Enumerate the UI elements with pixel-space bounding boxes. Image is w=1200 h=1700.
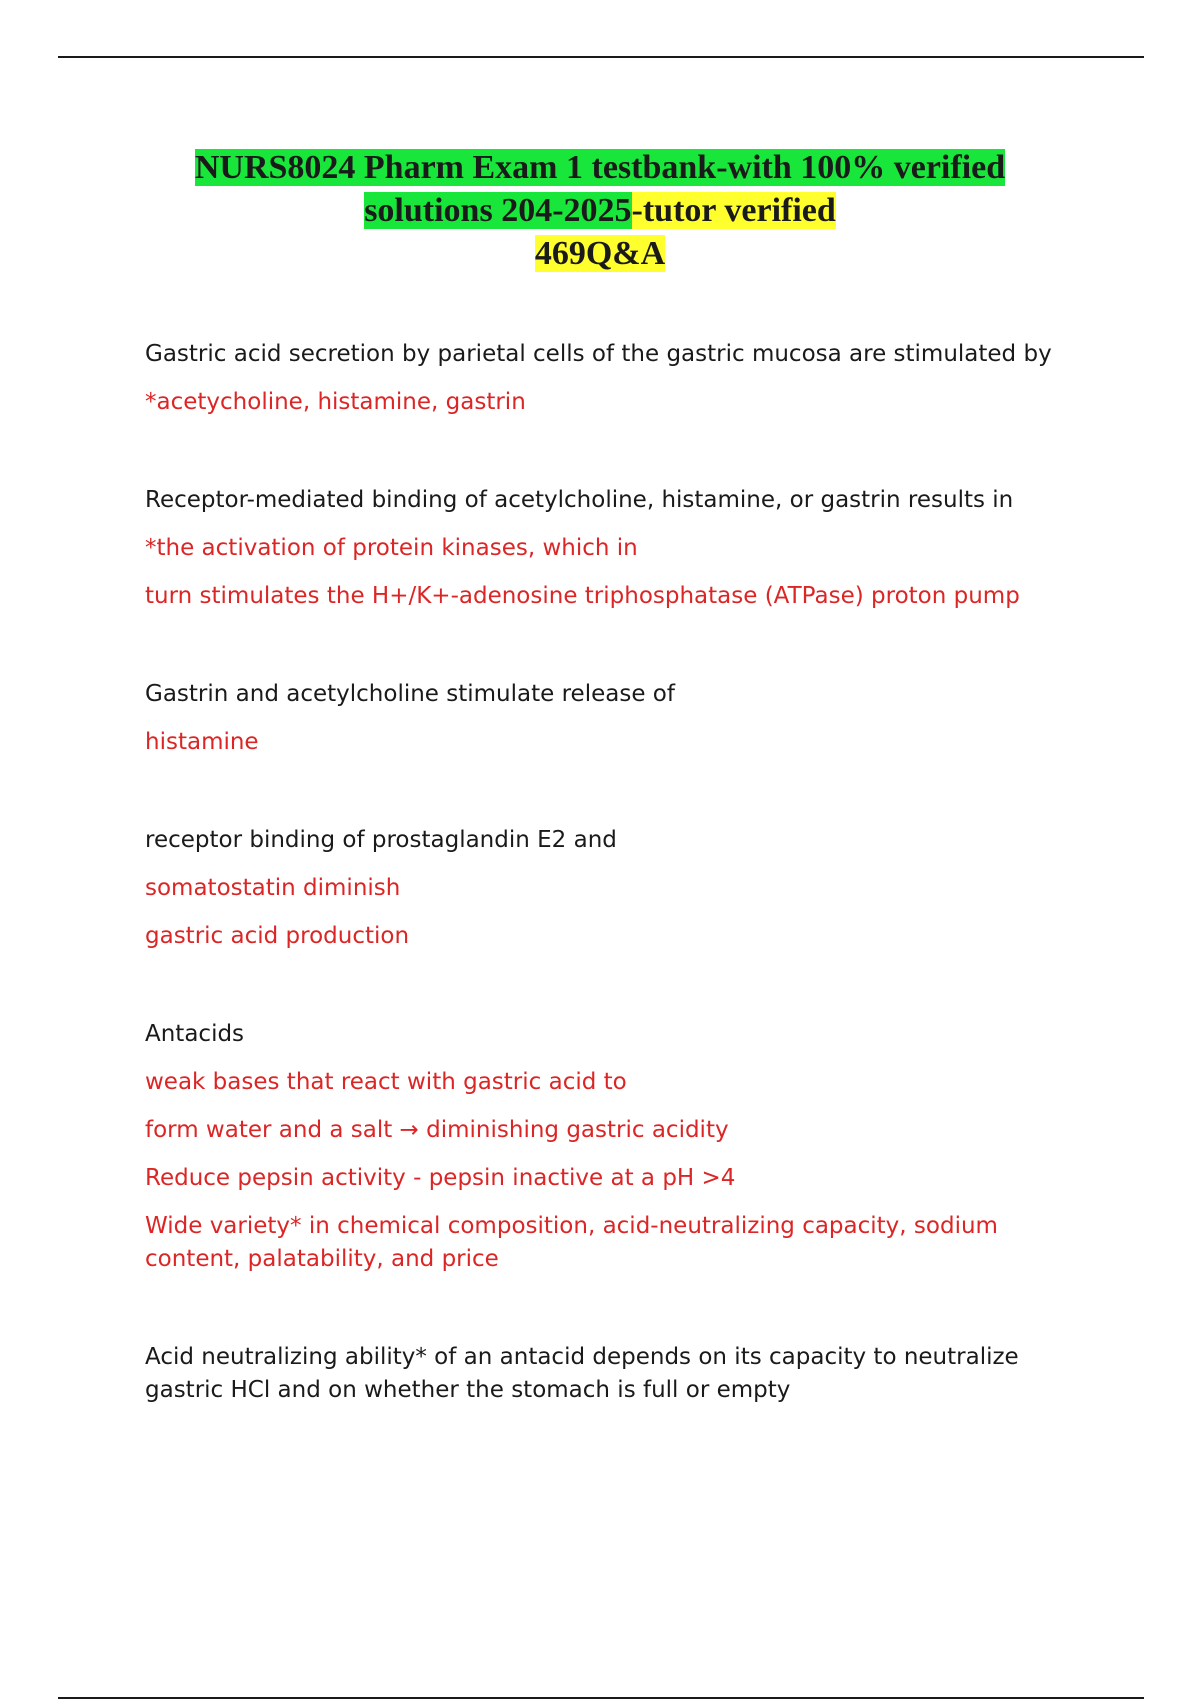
answer-text: weak bases that react with gastric acid to (145, 1069, 627, 1095)
question-text: Gastrin and acetylcholine stimulate release of (145, 681, 675, 707)
question-text: Gastric acid secretion by parietal cells of the gastric mucosa are stimulated by (145, 341, 1052, 367)
answer-text: turn stimulates the H+/K+-adenosine triphosphatase (ATPase) proton pump (145, 583, 1020, 609)
qa-item (145, 484, 1065, 613)
answer-text: Reduce pepsin activity - pepsin inactive at a pH >4 (145, 1165, 736, 1191)
qa-item (145, 1018, 1065, 1276)
title-line-2b: -tutor verified (631, 192, 836, 229)
answer-text: gastric acid production (145, 923, 410, 949)
qa-item (145, 338, 1065, 419)
qa-item (145, 1341, 1065, 1407)
document-title (100, 146, 1100, 275)
title-line-3: 469Q&A (534, 235, 666, 272)
answer-text: histamine (145, 729, 259, 755)
question-text: Receptor-mediated binding of acetylcholine, histamine, or gastrin results in (145, 487, 1014, 513)
qa-item (145, 824, 1065, 953)
title-line-1: NURS8024 Pharm Exam 1 testbank-with 100% verified (194, 149, 1006, 186)
question-text: Acid neutralizing ability* of an antacid depends on its capacity to neutralize gastric HCl and on whether the stomach is full or empty (145, 1344, 1019, 1403)
question-text: Antacids (145, 1021, 245, 1047)
question-text: receptor binding of prostaglandin E2 and (145, 827, 617, 853)
answer-text: form water and a salt → diminishing gastric acidity (145, 1117, 729, 1143)
title-line-2a: solutions 204-2025 (364, 192, 632, 229)
bottom-rule (58, 1697, 1144, 1699)
top-rule (58, 56, 1144, 58)
answer-text: somatostatin diminish (145, 875, 401, 901)
qa-list (145, 338, 1065, 1422)
qa-item (145, 678, 1065, 759)
answer-text: Wide variety* in chemical composition, acid-neutralizing capacity, sodium content, palatability, and price (145, 1213, 998, 1272)
answer-text: *the activation of protein kinases, which in (145, 535, 638, 561)
answer-text: *acetycholine, histamine, gastrin (145, 389, 526, 415)
